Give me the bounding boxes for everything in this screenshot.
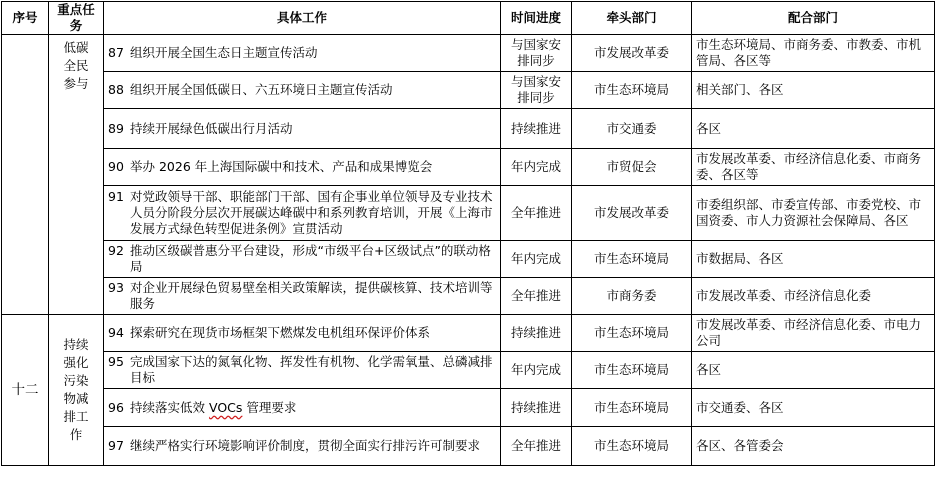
group-seq-cell	[2, 315, 49, 466]
row-num: 94	[108, 325, 124, 340]
coop-cell: 各区、各管委会	[692, 427, 935, 466]
work-cell	[104, 149, 501, 186]
work-text: 对党政领导干部、职能部门干部、国有企事业单位领导及专业技术人员分阶段分层次开展碳达峰碳中和系列教育培训，开展《上海市发展方式绿色转型促进条例》宣贯活动	[130, 189, 493, 236]
table-row	[2, 315, 935, 352]
header-seq: 序号	[2, 2, 49, 35]
lead-cell: 市发展改革委	[572, 186, 692, 241]
coop-cell: 相关部门、各区	[692, 72, 935, 109]
schedule-cell: 年内完成	[501, 149, 572, 186]
work-cell	[104, 35, 501, 72]
schedule-cell: 全年推进	[501, 278, 572, 315]
schedule-cell: 年内完成	[501, 241, 572, 278]
schedule-cell: 持续推进	[501, 109, 572, 149]
coop-cell: 市交通委、各区	[692, 389, 935, 427]
work-cell	[104, 186, 501, 241]
row-num: 88	[108, 82, 124, 97]
coop-cell: 市数据局、各区	[692, 241, 935, 278]
table-row	[2, 352, 935, 389]
work-text-pre: 持续落实低效	[130, 399, 209, 415]
work-cell	[104, 315, 501, 352]
schedule-cell: 全年推进	[501, 427, 572, 466]
work-cell	[104, 241, 501, 278]
schedule-cell: 全年推进	[501, 186, 572, 241]
work-text: 组织开展全国低碳日、六五环境日主题宣传活动	[130, 82, 393, 97]
lead-cell: 市生态环境局	[572, 241, 692, 278]
table-header-row	[2, 2, 935, 35]
schedule-cell: 与国家安排同步	[501, 72, 572, 109]
coop-cell: 各区	[692, 352, 935, 389]
lead-cell: 市生态环境局	[572, 315, 692, 352]
row-num: 93	[108, 280, 124, 295]
work-text: 举办 2026 年上海国际碳中和技术、产品和成果博览会	[130, 159, 433, 174]
work-cell	[104, 389, 501, 427]
schedule-cell: 与国家安排同步	[501, 35, 572, 72]
lead-cell: 市交通委	[572, 109, 692, 149]
coop-cell: 各区	[692, 109, 935, 149]
coop-cell: 市发展改革委、市经济信息化委	[692, 278, 935, 315]
header-schedule: 时间进度	[501, 2, 572, 35]
table-row	[2, 149, 935, 186]
table-row	[2, 278, 935, 315]
coop-cell: 市委组织部、市委宣传部、市委党校、市国资委、市人力资源社会保障局、各区	[692, 186, 935, 241]
work-cell	[104, 278, 501, 315]
group-seq-cell	[2, 35, 49, 315]
header-lead: 牵头部门	[572, 2, 692, 35]
coop-cell: 市发展改革委、市经济信息化委、市商务委、各区等	[692, 149, 935, 186]
table-row	[2, 35, 935, 72]
header-coop: 配合部门	[692, 2, 935, 35]
work-text: 持续开展绿色低碳出行月活动	[130, 120, 293, 136]
row-num: 89	[108, 120, 124, 136]
work-cell	[104, 109, 501, 149]
row-num: 90	[108, 159, 124, 174]
row-num: 87	[108, 45, 124, 60]
row-num: 92	[108, 243, 124, 258]
table-row	[2, 389, 935, 427]
lead-cell: 市生态环境局	[572, 72, 692, 109]
work-text: 继续严格实行环境影响评价制度，贯彻全面实行排污许可制要求	[130, 438, 481, 453]
header-work: 具体工作	[104, 2, 501, 35]
schedule-cell: 年内完成	[501, 352, 572, 389]
group-task-cell	[49, 315, 104, 466]
work-cell	[104, 72, 501, 109]
row-num: 97	[108, 438, 124, 453]
table-row	[2, 186, 935, 241]
group-task-label: 低碳全民参与	[63, 40, 89, 91]
work-text: 完成国家下达的氮氧化物、挥发性有机物、化学需氧量、总磷减排目标	[130, 354, 493, 385]
work-text: 推动区级碳普惠分平台建设，形成“市级平台+区级试点”的联动格局	[130, 243, 491, 274]
lead-cell: 市生态环境局	[572, 427, 692, 466]
header-task: 重点任务	[49, 2, 104, 35]
work-text: 组织开展全国生态日主题宣传活动	[130, 45, 318, 60]
lead-cell: 市发展改革委	[572, 35, 692, 72]
task-table	[1, 1, 935, 466]
coop-cell: 市发展改革委、市经济信息化委、市电力公司	[692, 315, 935, 352]
lead-cell: 市贸促会	[572, 149, 692, 186]
group-task-cell	[49, 35, 104, 315]
row-num: 96	[108, 399, 124, 415]
lead-cell: 市商务委	[572, 278, 692, 315]
work-cell	[104, 427, 501, 466]
work-cell	[104, 352, 501, 389]
table-row	[2, 241, 935, 278]
row-num: 91	[108, 189, 124, 204]
work-text-post: 管理要求	[242, 399, 297, 415]
coop-cell: 市生态环境局、市商务委、市教委、市机管局、各区等	[692, 35, 935, 72]
lead-cell: 市生态环境局	[572, 352, 692, 389]
group-task-label: 持续强化污染物减排工作	[63, 337, 89, 442]
work-text-vocs: VOCs	[208, 399, 243, 415]
row-num: 95	[108, 354, 124, 369]
table-row	[2, 109, 935, 149]
group-seq-label: 十二	[11, 382, 39, 398]
schedule-cell: 持续推进	[501, 315, 572, 352]
work-text: 对企业开展绿色贸易壁垒相关政策解读，提供碳核算、技术培训等服务	[130, 280, 493, 311]
work-text: 探索研究在现货市场框架下燃煤发电机组环保评价体系	[130, 325, 431, 340]
table-row	[2, 427, 935, 466]
table-row	[2, 72, 935, 109]
lead-cell: 市生态环境局	[572, 389, 692, 427]
schedule-cell: 持续推进	[501, 389, 572, 427]
